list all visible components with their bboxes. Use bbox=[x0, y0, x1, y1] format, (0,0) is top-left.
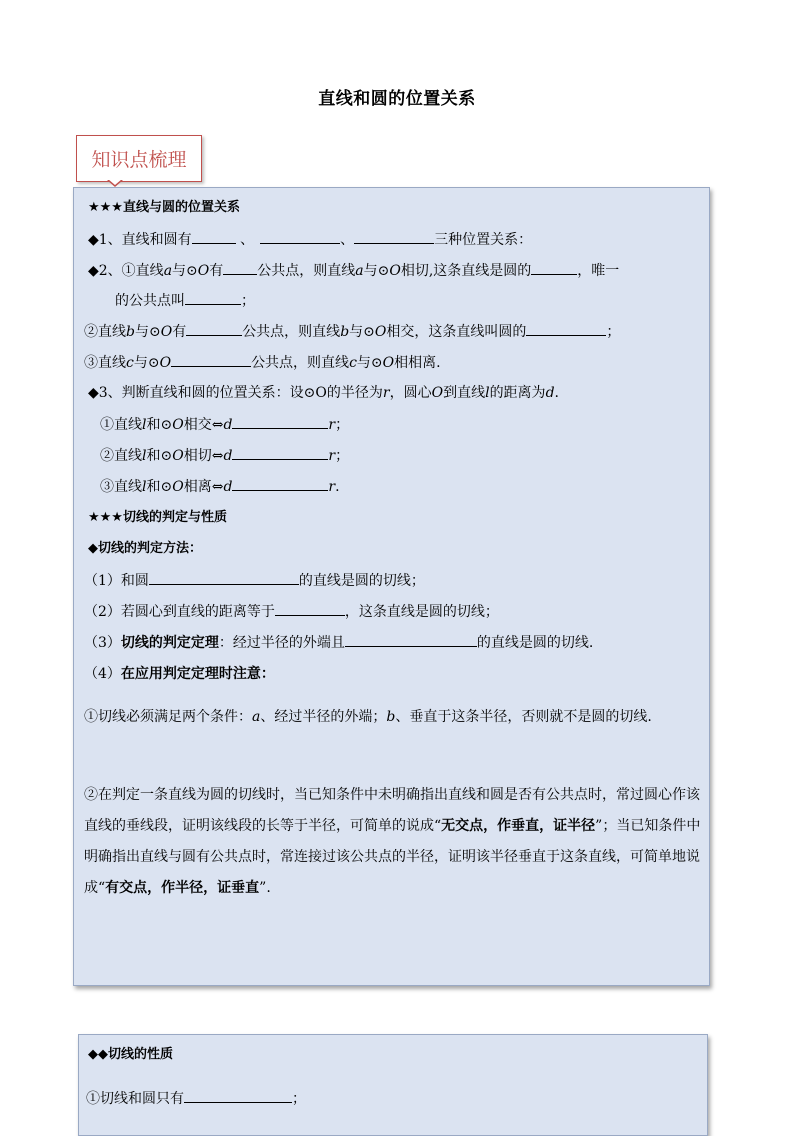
property-1: ①切线和圆只有 ； bbox=[86, 1088, 306, 1109]
case-tangent: ②直线l和⊙O相切⇔d r； bbox=[100, 445, 349, 466]
blank bbox=[531, 260, 577, 275]
blank bbox=[260, 229, 340, 244]
blank bbox=[232, 476, 328, 491]
blank bbox=[223, 260, 257, 275]
blank bbox=[192, 229, 236, 244]
section-heading-property: ◆◆切线的性质 bbox=[88, 1047, 173, 1062]
method-2: （2）若圆心到直线的距离等于 ，这条直线是圆的切线； bbox=[84, 601, 499, 622]
case-separate: ③直线l和⊙O相离⇔d r. bbox=[100, 476, 340, 497]
item-2: ◆2、①直线a与⊙O有 公共点，则直线a与⊙O相切,这条直线是圆的 ，唯一 bbox=[88, 260, 619, 281]
item-3: ◆3、判断直线和圆的位置关系：设⊙O的半径为r，圆心O到直线l的距离为d. bbox=[88, 385, 559, 401]
note-2: ②在判定一条直线为圆的切线时，当已知条件中未明确指出直线和圆是否有公共点时，常过圆心作该直线的垂线段，证明该线段的长等于半径，可简单的说成“无交点，作垂直，证半径”；当已知条件中明确指出直线与圆有公共点时，常连接过该公共点的半径，证明该半径垂直于这条直线，可简单地说成“有交点，作半径，证垂直”. bbox=[84, 787, 701, 896]
item-2-cont: 的公共点叫 ； bbox=[115, 290, 255, 311]
blank bbox=[354, 229, 434, 244]
blank bbox=[186, 321, 242, 336]
section-tag: 知识点梳理 bbox=[76, 135, 202, 182]
item-1: ◆1、直线和圆有 、 、 三种位置关系： bbox=[88, 229, 532, 250]
blank bbox=[345, 632, 477, 647]
blank bbox=[275, 601, 345, 616]
section-heading-position: ★★★直线与圆的位置关系 bbox=[88, 200, 240, 215]
blank bbox=[185, 290, 241, 305]
blank bbox=[171, 352, 251, 367]
item-2b: ②直线b与⊙O有 公共点，则直线b与⊙O相交，这条直线叫圆的 ； bbox=[84, 321, 620, 342]
blank bbox=[184, 1088, 292, 1103]
blank bbox=[149, 570, 299, 585]
blank bbox=[232, 445, 328, 460]
page-title: 直线和圆的位置关系 bbox=[318, 89, 476, 109]
subheading-methods: ◆切线的判定方法： bbox=[88, 541, 202, 556]
tag-pointer bbox=[107, 180, 123, 187]
method-4: （4）在应用判定定理时注意： bbox=[84, 666, 275, 682]
note-1: ①切线必须满足两个条件：a、经过半径的外端；b、垂直于这条半径，否则就不是圆的切线. bbox=[84, 709, 652, 725]
method-1: （1）和圆 的直线是圆的切线； bbox=[84, 570, 425, 591]
section-heading-tangent: ★★★切线的判定与性质 bbox=[88, 510, 227, 525]
blank bbox=[232, 414, 328, 429]
case-intersect: ①直线l和⊙O相交⇔d r； bbox=[100, 414, 349, 435]
method-3: （3）切线的判定定理：经过半径的外端且 的直线是圆的切线. bbox=[84, 632, 593, 653]
item-2c: ③直线c与⊙O 公共点，则直线c与⊙O相相离. bbox=[84, 352, 441, 373]
blank bbox=[526, 321, 606, 336]
